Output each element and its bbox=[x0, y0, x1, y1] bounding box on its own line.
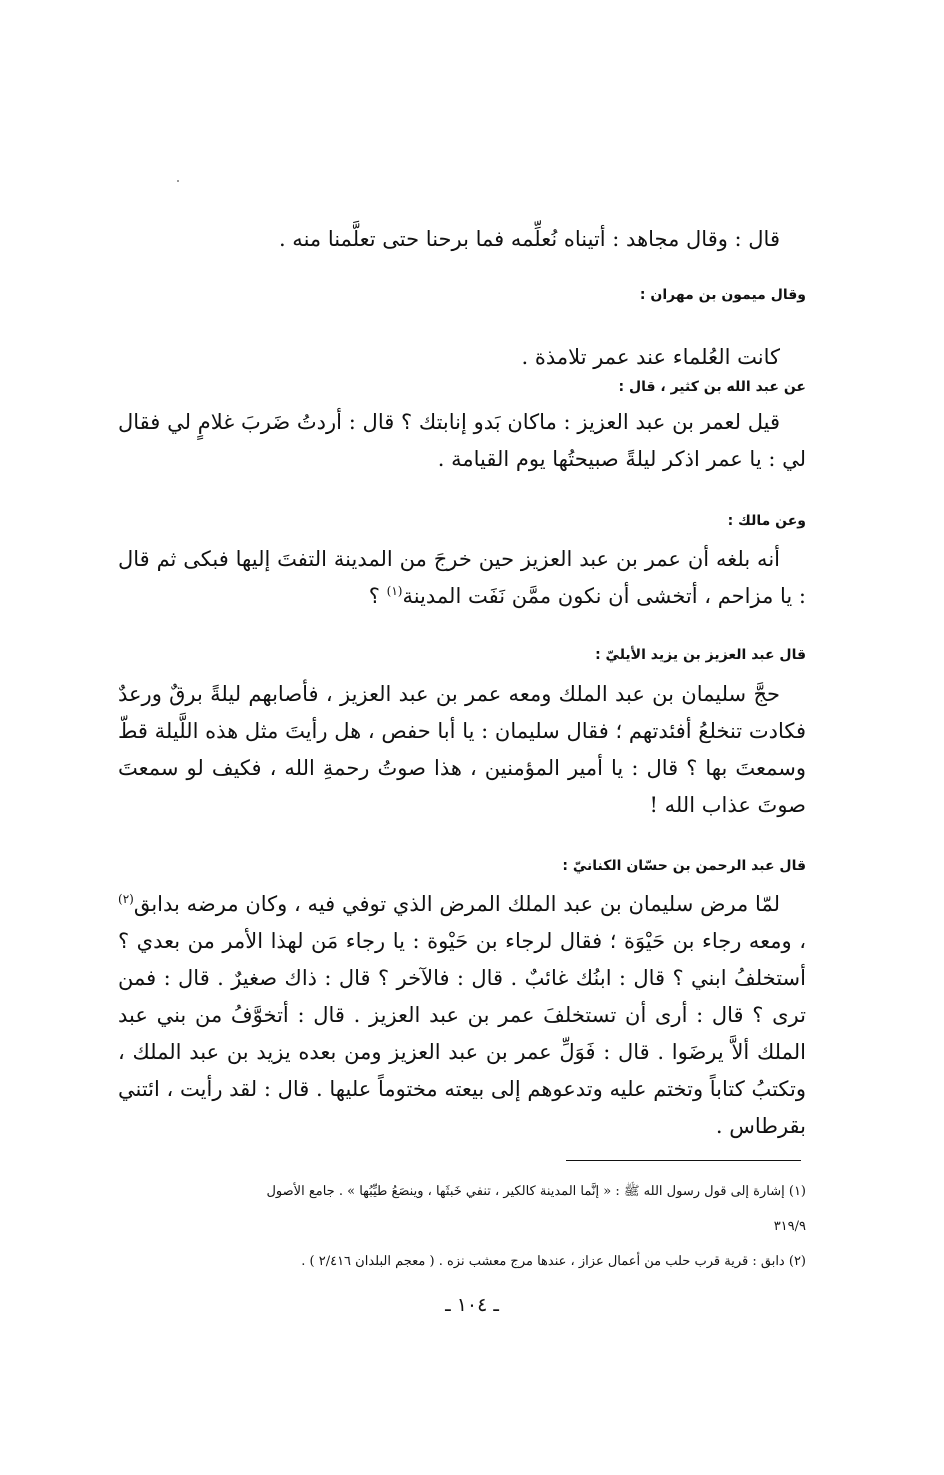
paragraph-malik-text: أنه بلغه أن عمر بن عبد العزيز حين خرجَ من المدينة التفتَ إليها فبكى ثم قال : يا مزاحم ، أتخشى أن نكون ممَّن نَفَت المدينة bbox=[118, 547, 806, 608]
paragraph-malik bbox=[118, 541, 806, 615]
footnote-ref-2: (٢) bbox=[118, 892, 134, 906]
paragraph-mujahid: قال : وقال مجاهد : أتيناه نُعلِّمه فما برحنا حتى تعلَّمنا منه . bbox=[278, 227, 780, 251]
attribution-ayli: قال عبد العزيز بن يزيد الأيليّ : bbox=[595, 647, 806, 663]
page-number: ـ ١٠٤ ـ bbox=[445, 1294, 499, 1316]
scan-speck bbox=[177, 180, 179, 182]
paragraph-succession bbox=[118, 886, 806, 1145]
footnote-2: (٢) دابق : قرية قرب حلب من أعمال عزاز ، عندها مرج معشب نزه . ( معجم البلدان ٢/٤١٦ ) . bbox=[301, 1254, 806, 1269]
attribution-malik: وعن مالك : bbox=[727, 513, 806, 529]
paragraph-succession-b: ، ومعه رجاء بن حَيْوَة ؛ فقال لرجاء بن حَيْوة : يا رجاء مَن لهذا الأمر من بعدي ؟ أستخلفُ ابني ؟ قال : ابنُك غائبٌ . قال : فالآخر ؟ قال : ذاك صغيرٌ . قال : فمن ترى ؟ قال : أرى أن تستخلفَ عمر بن عبد العزيز . قال : أتخوَّفُ من بني عبد الملك ألاَّ يرضَوا . قال : فَوَلِّ عمر بن عبد العزيز ومن بعده يزيد بن عبد الملك ، وتكتبُ كتاباً وتختم عليه وتدعوهم إلى بيعته مختوماً عليها . قال : لقد رأيت ، ائتني بقرطاس . bbox=[118, 929, 806, 1138]
attribution-maymun: وقال ميمون بن مهران : bbox=[639, 287, 806, 303]
footnote-divider bbox=[566, 1160, 801, 1161]
paragraph-sulayman-storm: حجَّ سليمان بن عبد الملك ومعه عمر بن عبد العزيز ، فأصابهم ليلةً برقٌ ورعدٌ فكادت تنخلعُ أفئدتهم ؛ فقال سليمان : يا أبا حفص ، هل رأيتَ مثل هذه اللَّيلة قطّ وسمعتَ بها ؟ قال : يا أمير المؤمنين ، هذا صوتُ رحمةِ الله ، فكيف لو سمعتَ صوتَ عذاب الله ! bbox=[118, 682, 806, 817]
paragraph-abdallah-kathir: قيل لعمر بن عبد العزيز : ماكان بَدو إنابتك ؟ قال : أردتُ ضَربَ غلامٍ لي فقال لي : يا عمر اذكر ليلةً صبيحتُها يوم القيامة . bbox=[118, 410, 806, 471]
attribution-abdallah-kathir: عن عبد الله بن كثير ، قال : bbox=[618, 379, 806, 395]
paragraph-malik-end: ؟ bbox=[368, 584, 387, 608]
attribution-kinani: قال عبد الرحمن بن حسّان الكنانيّ : bbox=[562, 858, 806, 874]
paragraph-succession-a: لمّا مرض سليمان بن عبد الملك المرض الذي توفي فيه ، وكان مرضه بدابق bbox=[133, 892, 780, 916]
footnote-ref-1: (١) bbox=[386, 584, 403, 598]
footnote-1-continuation: ٣١٩/٩ bbox=[773, 1219, 806, 1234]
paragraph-maymun: كانت العُلماء عند عمر تلامذة . bbox=[521, 345, 780, 369]
footnote-1: (١) إشارة إلى قول رسول الله ﷺ : « إنَّما المدينة كالكير ، تنفي خَبثَها ، وينصَعُ طيِّبُها » . جامع الأصول bbox=[266, 1184, 806, 1199]
